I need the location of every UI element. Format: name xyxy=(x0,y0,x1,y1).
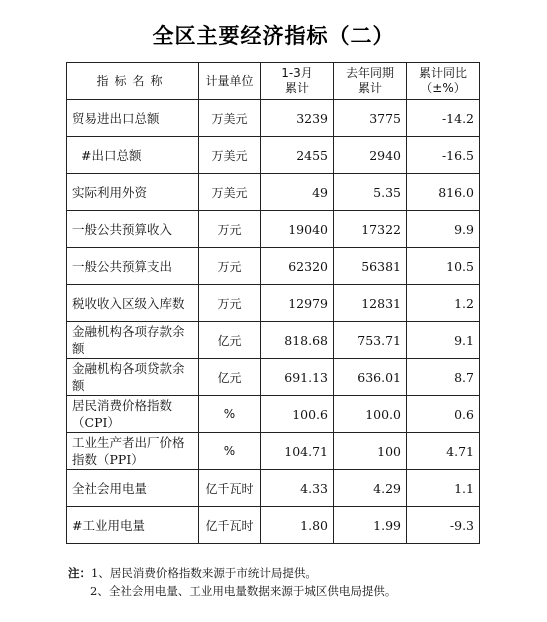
indicator-unit: 万美元 xyxy=(199,100,261,137)
last-year-value: 2940 xyxy=(334,137,407,174)
table-row xyxy=(67,174,480,211)
last-year-value: 1.99 xyxy=(334,507,407,544)
footnote-line-2 xyxy=(68,582,538,600)
table-row xyxy=(67,248,480,285)
indicator-name: 工业生产者出厂价格指数（PPI） xyxy=(67,433,199,470)
page-title: 全区主要经济指标（二） xyxy=(152,24,395,48)
current-value: 4.33 xyxy=(261,470,334,507)
header-last-line2: 累计 xyxy=(357,81,382,95)
current-value: 100.6 xyxy=(261,396,334,433)
indicator-name: 全社会用电量 xyxy=(67,470,199,507)
growth-value: 9.1 xyxy=(407,322,480,359)
growth-value: 1.2 xyxy=(407,285,480,322)
economic-indicators-table xyxy=(66,62,480,544)
last-year-value: 56381 xyxy=(334,248,407,285)
table-row xyxy=(67,285,480,322)
header-growth xyxy=(407,63,480,100)
indicator-name: 一般公共预算收入 xyxy=(67,211,199,248)
footnote-label: 注： xyxy=(68,566,91,580)
indicator-name: 税收收入区级入库数 xyxy=(67,285,199,322)
current-value: 19040 xyxy=(261,211,334,248)
header-growth-line1: 累计同比 xyxy=(418,66,467,80)
current-value: 691.13 xyxy=(261,359,334,396)
indicator-unit: 亿千瓦时 xyxy=(199,470,261,507)
growth-value: -14.2 xyxy=(407,100,480,137)
header-current-line1: 1-3月 xyxy=(281,66,313,80)
last-year-value: 3775 xyxy=(334,100,407,137)
table-row xyxy=(67,322,480,359)
growth-value: 0.6 xyxy=(407,396,480,433)
indicator-unit: 亿元 xyxy=(199,322,261,359)
table-row xyxy=(67,507,480,544)
header-growth-line2: （±%） xyxy=(420,81,466,95)
indicator-unit: 亿千瓦时 xyxy=(199,507,261,544)
indicator-unit: 万元 xyxy=(199,248,261,285)
growth-value: 1.1 xyxy=(407,470,480,507)
last-year-value: 100 xyxy=(334,433,407,470)
current-value: 49 xyxy=(261,174,334,211)
table-row xyxy=(67,470,480,507)
table-row xyxy=(67,396,480,433)
current-value: 818.68 xyxy=(261,322,334,359)
indicator-unit: 万元 xyxy=(199,211,261,248)
current-value: 2455 xyxy=(261,137,334,174)
indicator-name: #工业用电量 xyxy=(67,507,199,544)
indicator-unit: % xyxy=(199,396,261,433)
indicator-unit: 亿元 xyxy=(199,359,261,396)
header-last-line1: 去年同期 xyxy=(345,66,394,80)
indicator-name: #出口总额 xyxy=(67,137,199,174)
footnotes xyxy=(68,564,538,600)
footnote-text-2: 2、全社会用电量、工业用电量数据来源于城区供电局提供。 xyxy=(90,584,397,598)
indicator-unit: % xyxy=(199,433,261,470)
last-year-value: 17322 xyxy=(334,211,407,248)
table-header-row xyxy=(67,63,480,100)
table-row xyxy=(67,100,480,137)
indicator-name: 居民消费价格指数（CPI） xyxy=(67,396,199,433)
last-year-value: 753.71 xyxy=(334,322,407,359)
table-row xyxy=(67,211,480,248)
current-value: 62320 xyxy=(261,248,334,285)
header-indicator-name: 指标名称 xyxy=(67,63,199,100)
header-last-year-period xyxy=(334,63,407,100)
indicator-unit: 万美元 xyxy=(199,137,261,174)
growth-value: 10.5 xyxy=(407,248,480,285)
footnote-line-1 xyxy=(68,564,538,582)
growth-value: -9.3 xyxy=(407,507,480,544)
header-current-line2: 累计 xyxy=(284,81,309,95)
footnote-text-1: 1、居民消费价格指数来源于市统计局提供。 xyxy=(91,566,317,580)
table-row xyxy=(67,359,480,396)
current-value: 3239 xyxy=(261,100,334,137)
last-year-value: 4.29 xyxy=(334,470,407,507)
table-row xyxy=(67,433,480,470)
growth-value: 816.0 xyxy=(407,174,480,211)
indicator-name: 实际利用外资 xyxy=(67,174,199,211)
indicator-name: 金融机构各项存款余额 xyxy=(67,322,199,359)
last-year-value: 12831 xyxy=(334,285,407,322)
table-row xyxy=(67,137,480,174)
indicator-unit: 万美元 xyxy=(199,174,261,211)
indicator-unit: 万元 xyxy=(199,285,261,322)
growth-value: 8.7 xyxy=(407,359,480,396)
header-unit: 计量单位 xyxy=(199,63,261,100)
current-value: 12979 xyxy=(261,285,334,322)
last-year-value: 5.35 xyxy=(334,174,407,211)
growth-value: 9.9 xyxy=(407,211,480,248)
header-current-period xyxy=(261,63,334,100)
indicator-name: 金融机构各项贷款余额 xyxy=(67,359,199,396)
indicator-name: 一般公共预算支出 xyxy=(67,248,199,285)
growth-value: -16.5 xyxy=(407,137,480,174)
last-year-value: 100.0 xyxy=(334,396,407,433)
indicator-name: 贸易进出口总额 xyxy=(67,100,199,137)
last-year-value: 636.01 xyxy=(334,359,407,396)
current-value: 1.80 xyxy=(261,507,334,544)
current-value: 104.71 xyxy=(261,433,334,470)
growth-value: 4.71 xyxy=(407,433,480,470)
